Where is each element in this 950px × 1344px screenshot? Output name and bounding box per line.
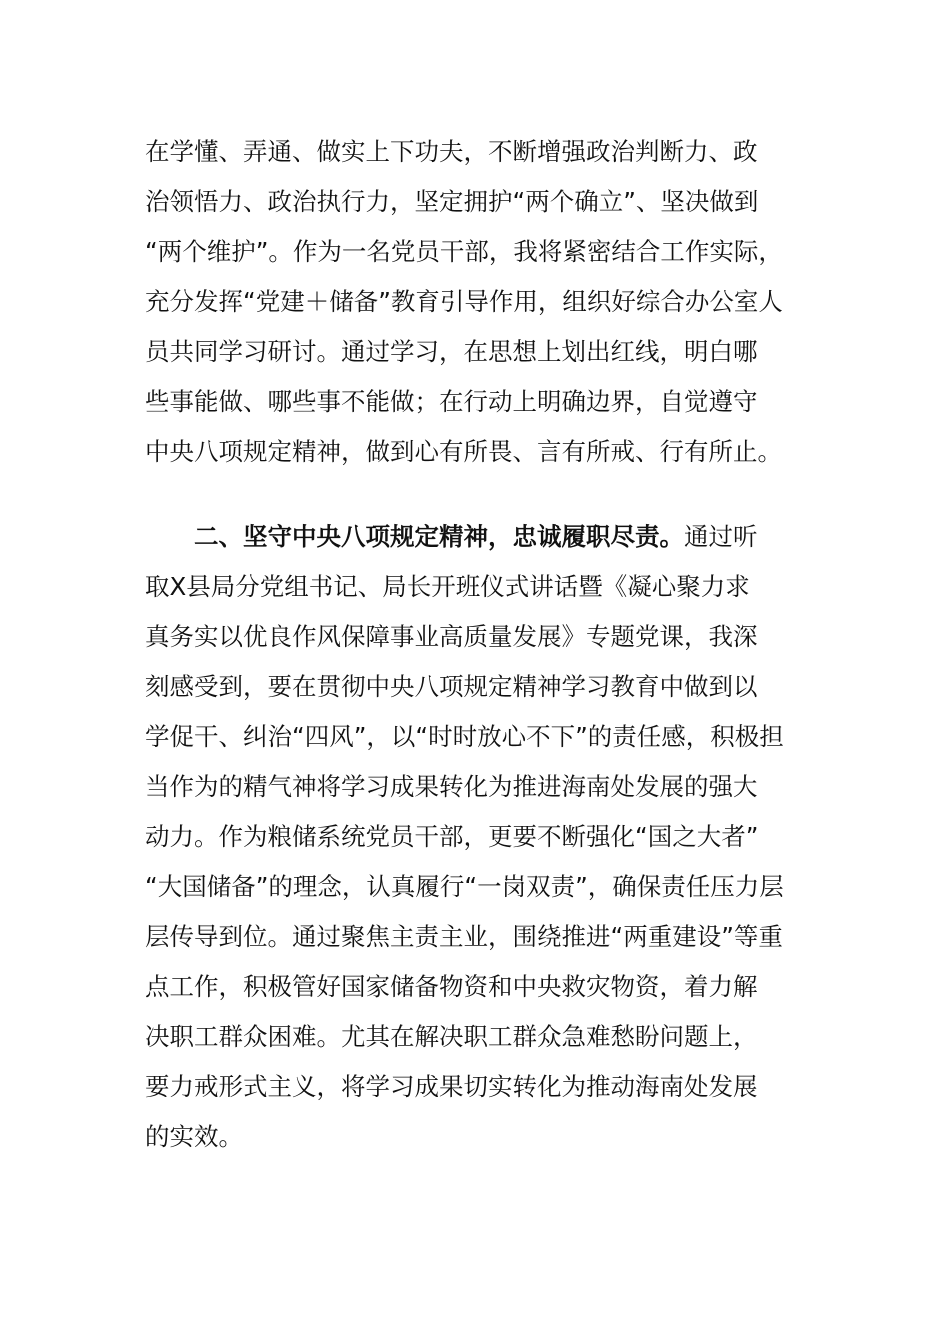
paragraph-2-first-line — [145, 512, 805, 562]
paragraph-1-line: “两个维护”。作为一名党员干部，我将紧密结合工作实际， — [145, 237, 783, 266]
paragraph-2-line: 要力戒形式主义，将学习成果切实转化为推动海南处发展 — [145, 1072, 758, 1101]
paragraph-1-line: 治领悟力、政治执行力，坚定拥护“两个确立”、坚决做到 — [145, 187, 759, 216]
paragraph-2-line: 决职工群众困难。尤其在解决职工群众急难愁盼问题上， — [145, 1022, 758, 1051]
paragraph-2-line: 层传导到位。通过聚焦主责主业，围绕推进“两重建设”等重 — [145, 922, 783, 951]
paragraph-2-line: 取X县局分党组书记、局长开班仪式讲话暨《凝心聚力求 — [145, 572, 750, 601]
paragraph-1-line: 充分发挥“党建＋储备”教育引导作用，组织好综合办公室人 — [145, 287, 783, 316]
section-heading: 二、坚守中央八项规定精神，忠诚履职尽责。 — [194, 522, 684, 551]
paragraph-2-line: 动力。作为粮储系统党员干部，更要不断强化“国之大者” — [145, 822, 759, 851]
paragraph-2-first-line-text: 通过听 — [684, 522, 758, 551]
paragraph-2-line: 真务实以优良作风保障事业高质量发展》专题党课，我深 — [145, 622, 758, 651]
paragraph-2-line: 刻感受到，要在贯彻中央八项规定精神学习教育中做到以 — [145, 672, 758, 701]
paragraph-2-line: 学促干、纠治“四风”，以“时时放心不下”的责任感，积极担 — [145, 722, 784, 751]
paragraph-1-line: 些事能做、哪些事不能做；在行动上明确边界，自觉遵守 — [145, 387, 758, 416]
paragraph-2-line: “大国储备”的理念，认真履行“一岗双责”，确保责任压力层 — [145, 872, 784, 901]
paragraph-2-line: 当作为的精气神将学习成果转化为推进海南处发展的强大 — [145, 772, 758, 801]
paragraph-1-line: 在学懂、弄通、做实上下功夫，不断增强政治判断力、政 — [145, 137, 758, 166]
paragraph-1-line: 员共同学习研讨。通过学习，在思想上划出红线，明白哪 — [145, 337, 758, 366]
paragraph-2 — [145, 512, 805, 1162]
paragraph-1-line: 中央八项规定精神，做到心有所畏、言有所戒、行有所止。 — [145, 437, 782, 466]
paragraph-2-line: 的实效。 — [145, 1122, 243, 1151]
paragraph-1 — [145, 127, 805, 477]
paragraph-2-line: 点工作，积极管好国家储备物资和中央救灾物资，着力解 — [145, 972, 758, 1001]
